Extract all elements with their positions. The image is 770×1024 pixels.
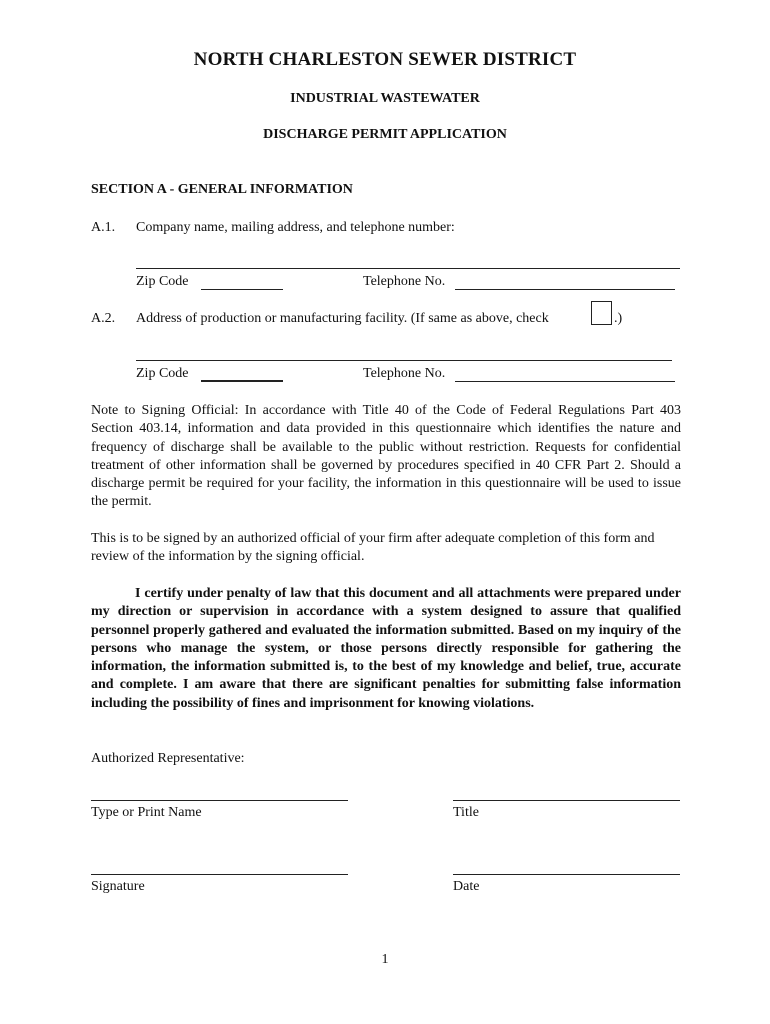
print-name-field[interactable] [91, 800, 348, 801]
a1-zip-field[interactable] [201, 289, 283, 290]
a2-phone-field[interactable] [455, 381, 675, 382]
a2-phone-label: Telephone No. [363, 366, 446, 381]
same-address-checkbox[interactable] [591, 301, 612, 325]
authorized-representative-heading: Authorized Representative: [91, 751, 245, 766]
a1-phone-field[interactable] [455, 289, 675, 290]
a2-question: Address of production or manufacturing facility. (If same as above, check [136, 311, 549, 326]
a1-question: Company name, mailing address, and telephone number: [136, 220, 455, 235]
a2-number: A.2. [91, 311, 116, 326]
signature-label: Signature [91, 879, 145, 894]
a1-company-address-field[interactable] [136, 268, 680, 269]
title-label: Title [453, 805, 479, 820]
a2-facility-address-field[interactable] [136, 360, 672, 361]
a2-question-end: .) [614, 311, 623, 326]
signature-field[interactable] [91, 874, 348, 875]
certification-statement: I certify under penalty of law that this document and all attachments were prepared under my direction or supervision in accordance with a system designed to assure that qualified personnel properly gathered and evaluated the information submitted. Based on my inquiry of the persons who manage the system, or those persons directly responsible for gathering the information, the information submitted is, to the best of my knowledge and belief, true, accurate and complete. I am aware that there are significant penalties for submitting false information including the possibility of fines and imprisonment for knowing violations. [91, 586, 681, 711]
page-number: 1 [381, 952, 389, 967]
document-subtitle-2: DISCHARGE PERMIT APPLICATION [263, 127, 507, 142]
title-field[interactable] [453, 800, 680, 801]
a2-zip-field[interactable] [201, 380, 283, 382]
document-subtitle-1: INDUSTRIAL WASTEWATER [290, 91, 480, 106]
a1-number: A.1. [91, 220, 116, 235]
signing-instruction: This is to be signed by an authorized official of your firm after adequate completion of this form and review of the information by the signing official. [91, 531, 655, 565]
a1-phone-label: Telephone No. [363, 274, 446, 289]
a2-zip-label: Zip Code [136, 366, 189, 381]
date-label: Date [453, 879, 480, 894]
date-field[interactable] [453, 874, 680, 875]
a1-zip-label: Zip Code [136, 274, 189, 289]
section-a-heading: SECTION A - GENERAL INFORMATION [91, 182, 353, 197]
document-title: NORTH CHARLESTON SEWER DISTRICT [193, 49, 577, 70]
signing-official-note: Note to Signing Official: In accordance with Title 40 of the Code of Federal Regulations Part 403 Section 403.14, information and data provided in this questionnaire which identifies the nature and frequency of discharge shall be available to the public without restriction. Requests for confidential treatment of other information shall be governed by procedures specified in 40 CFR Part 2. Should a discharge permit be required for your facility, the information in this questionnaire will be used to issue the permit. [91, 403, 681, 510]
print-name-label: Type or Print Name [91, 805, 202, 820]
